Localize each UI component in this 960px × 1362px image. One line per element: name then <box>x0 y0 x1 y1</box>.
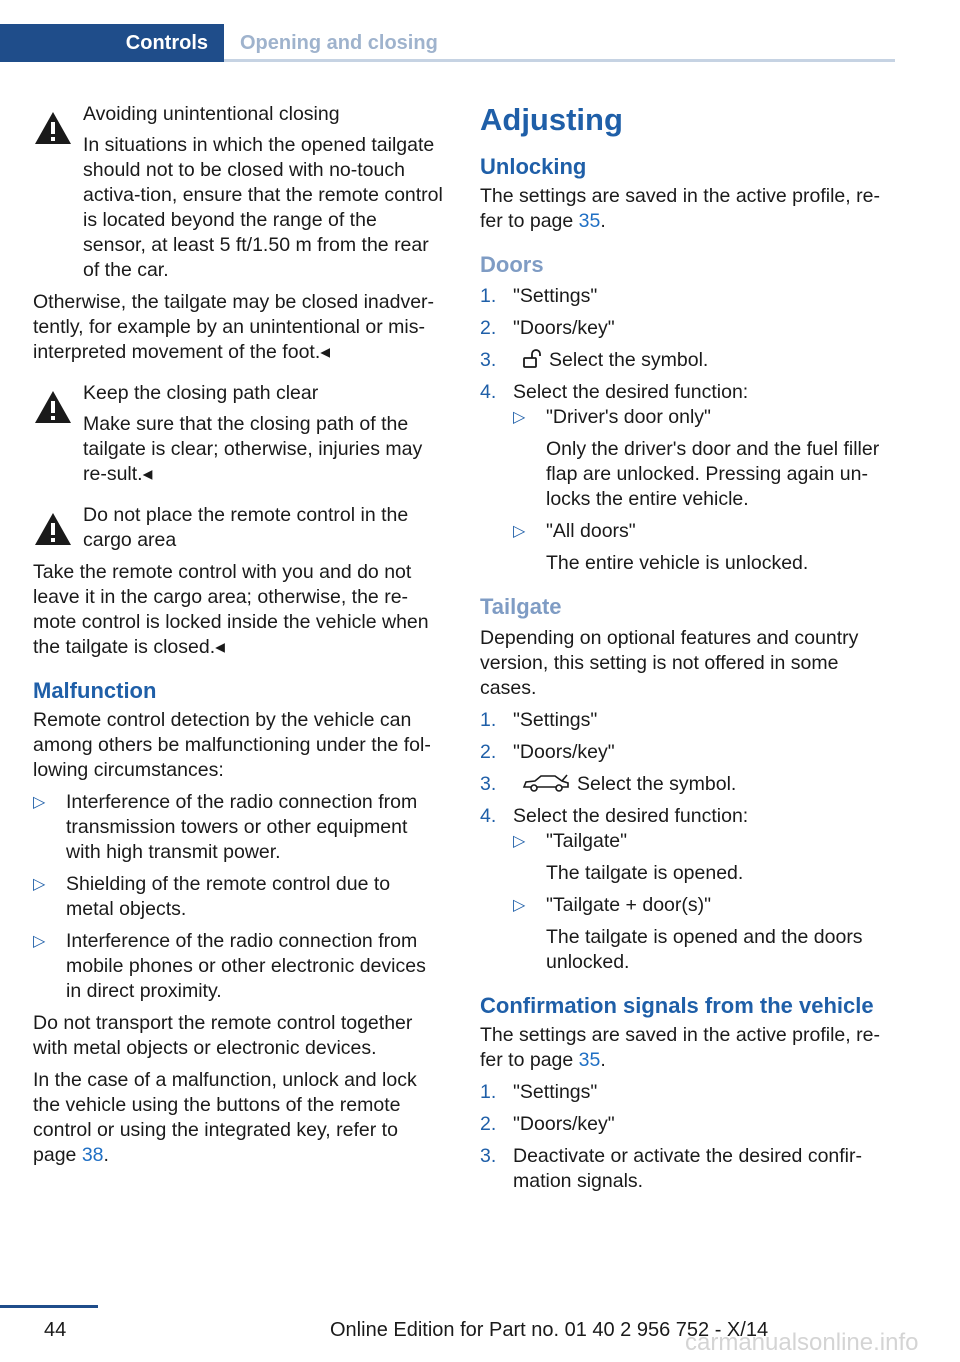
list-item: 2. "Doors/key" <box>480 317 615 339</box>
malfunction-paragraph: In the case of a malfunction, unlock and lock the vehicle using the buttons of the remote control or using the integrated key, refer to page 38. <box>33 1069 417 1166</box>
list-item: 3. Select the symbol. <box>480 773 737 795</box>
confirmation-text: The settings are saved in the active profile, re-fer to page 35. <box>480 1024 880 1071</box>
footer-edition-text: Online Edition for Part no. 01 40 2 956 752 - X/14 <box>330 1319 769 1341</box>
doors-options <box>513 405 890 576</box>
page-ref-link[interactable]: 35 <box>578 1049 601 1071</box>
header-rule <box>224 59 895 62</box>
list-item: ▷ "All doors" The entire vehicle is unlocked. <box>513 520 809 574</box>
list-item: 1. "Settings" <box>480 1081 598 1103</box>
section-tab-controls: Controls <box>0 24 224 62</box>
tailgate-steps <box>480 708 890 975</box>
list-item: ▷ "Tailgate" The tailgate is opened. <box>513 830 744 884</box>
heading-malfunction: Malfunction <box>33 678 157 703</box>
page-ref-link[interactable]: 38 <box>81 1144 104 1166</box>
doors-steps <box>480 284 890 576</box>
list-item: 1. "Settings" <box>480 709 598 731</box>
page-ref-link[interactable]: 35 <box>578 210 601 232</box>
tailgate-text: Depending on optional features and country version, this setting is not offered in some cases. <box>480 627 859 699</box>
list-item: ▷ Interference of the radio connection from transmission towers or other equipment with high transmit power. <box>33 791 418 863</box>
triangle-bullet-icon: ▷ <box>513 523 526 540</box>
confirmation-steps <box>480 1080 890 1194</box>
list-item: ▷ Shielding of the remote control due to metal objects. <box>33 873 391 920</box>
warning-text: Take the remote control with you and do not leave it in the cargo area; otherwise, the re-mote control is locked inside the vehicle when the tailgate is closed.◂ <box>33 561 429 658</box>
warning-unintentional-closing <box>33 102 443 283</box>
triangle-bullet-icon: ▷ <box>33 933 46 950</box>
heading-tailgate: Tailgate <box>480 594 562 619</box>
page-number: 44 <box>44 1319 67 1341</box>
list-item: 3. Deactivate or activate the desired confir-mation signals. <box>480 1145 863 1192</box>
page-header <box>0 24 895 62</box>
warning-closing-path <box>33 381 443 487</box>
list-item: 2. "Doors/key" <box>480 741 615 763</box>
triangle-bullet-icon: ▷ <box>33 876 46 893</box>
malfunction-intro: Remote control detection by the vehicle can among others be malfunctioning under the fol-lowing circumstances: <box>33 709 431 781</box>
warning-title: Avoiding unintentional closing <box>83 103 340 125</box>
heading-doors: Doors <box>480 252 544 277</box>
car-tailgate-icon <box>521 773 571 793</box>
unlocking-text: The settings are saved in the active profile, re-fer to page 35. <box>480 185 880 232</box>
warning-text: Make sure that the closing path of the tailgate is clear; otherwise, injuries may re-sult.◂ <box>83 413 423 485</box>
warning-triangle-icon <box>33 511 73 547</box>
heading-confirmation-signals: Confirmation signals from the vehicle <box>480 993 874 1018</box>
list-item: ▷ "Driver's door only" Only the driver's door and the fuel filler flap are unlocked. Pressing again un-locks the entire vehicle. <box>513 406 880 510</box>
malfunction-list <box>33 790 443 1004</box>
triangle-bullet-icon: ▷ <box>33 794 46 811</box>
warning-text-continued: Otherwise, the tailgate may be closed inadver-tently, for example by an unintentional or mis-interpreted movement of the foot.◂ <box>33 291 435 363</box>
list-item: 3. Select the symbol. <box>480 349 709 371</box>
section-tab-opening-closing: Opening and closing <box>240 31 438 54</box>
warning-title: Do not place the remote control in the cargo area <box>83 504 409 551</box>
warning-text: In situations in which the opened tailgate should not to be closed with no-touch activa-tion, ensure that the remote control is located beyond the range of the sensor, at least 5 ft/1.50 m from the rear of the car. <box>83 134 443 281</box>
list-item: 4. Select the desired function: ▷ "Driver's door only" Only the driver's door and the fuel filler flap are unlocked. Pressing again un-locks the entire vehicle. ▷ "All doors" The entire vehicle is unlocked. <box>480 380 890 576</box>
watermark: carmanualsonline.info <box>685 1329 919 1356</box>
triangle-bullet-icon: ▷ <box>513 833 526 850</box>
page-title: Adjusting <box>480 102 623 137</box>
malfunction-paragraph: Do not transport the remote control together with metal objects or electronic devices. <box>33 1012 413 1059</box>
list-item: 2. "Doors/key" <box>480 1113 615 1135</box>
footer-rule <box>0 1305 98 1308</box>
heading-unlocking: Unlocking <box>480 154 587 179</box>
triangle-bullet-icon: ▷ <box>513 409 526 426</box>
warning-triangle-icon <box>33 389 73 425</box>
warning-remote-cargo <box>33 503 443 553</box>
list-item: 4. Select the desired function: ▷ "Tailgate" The tailgate is opened. ▷ "Tailgate + door(s)" The tailgate is opened and the doors unlocked. <box>480 804 890 975</box>
warning-triangle-icon <box>33 110 73 146</box>
tailgate-options <box>513 829 890 975</box>
list-item: ▷ "Tailgate + door(s)" The tailgate is opened and the doors unlocked. <box>513 894 863 973</box>
left-column <box>33 102 443 1175</box>
list-item: 1. "Settings" <box>480 285 598 307</box>
list-item: ▷ Interference of the radio connection from mobile phones or other electronic devices in direct proximity. <box>33 930 426 1002</box>
warning-title: Keep the closing path clear <box>83 382 319 404</box>
door-unlock-icon <box>521 349 543 369</box>
right-column <box>480 102 890 1201</box>
triangle-bullet-icon: ▷ <box>513 897 526 914</box>
